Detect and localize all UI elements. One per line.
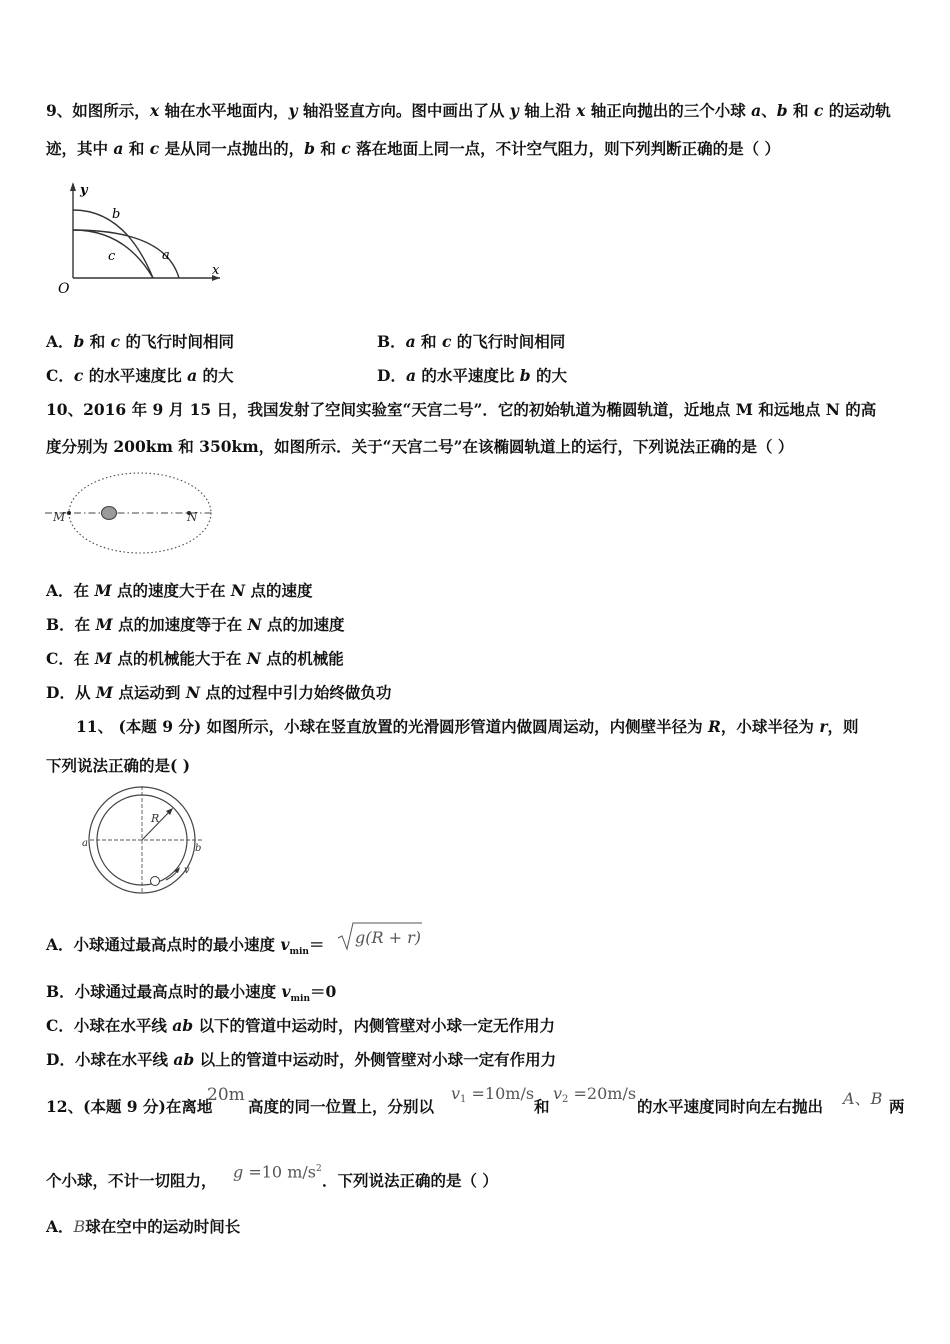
sqrt-formula xyxy=(336,920,426,952)
q9-option-b: B．a 和 c 的飞行时间相同 xyxy=(377,332,566,351)
q11-option-b: B．小球通过最高点时的最小速度 $v_{min}=0$ xyxy=(46,982,337,1005)
q12-line2a: 个小球，不计一切阻力， xyxy=(46,1171,217,1190)
fig-label-a: a xyxy=(82,838,88,849)
q10-option-d: D．从 M 点运动到 N 点的过程中引力始终做负功 xyxy=(46,683,392,702)
q12-ball-a: A、B xyxy=(843,1089,883,1108)
q9-option-d: D．a 的水平速度比 b 的大 xyxy=(377,366,568,385)
q12-line1c: 的水平速度同时向左右抛出 xyxy=(637,1097,824,1116)
fig-label-x: x xyxy=(212,263,220,278)
q11-option-c: C．小球在水平线 ab 以下的管道中运动时，内侧管壁对小球一定无作用力 xyxy=(46,1016,556,1035)
fig-label-o: O xyxy=(58,281,70,297)
fig-label-c: c xyxy=(108,249,116,264)
q12-line1b: 高度的同一位置上，分别以 xyxy=(248,1097,435,1116)
q10-line1: 10、2016 年 9 月 15 日，我国发射了空间实验室“天宫二号”．它的初始轨道为椭圆轨道，近地点 M 和远地点 N 的高 xyxy=(46,400,877,419)
q12-line1: 12、(本题 9 分)在离地 xyxy=(46,1097,213,1116)
q11-option-a: A．小球通过最高点时的最小速度 $v_{min}=$ xyxy=(46,935,325,958)
q12-height: 20m xyxy=(207,1085,245,1105)
q12-two: 两 xyxy=(889,1097,905,1116)
q12-v2: v2 =20m/s xyxy=(553,1084,637,1105)
q10-option-b: B．在 M 点的加速度等于在 N 点的加速度 xyxy=(46,615,345,634)
q9-line2: 迹，其中 a 和 c 是从同一点抛出的，b 和 c 落在地面上同一点，不计空气阻力，则下列判断正确的是（ ） xyxy=(46,139,780,158)
fig-label-r: R xyxy=(151,812,160,825)
q11-circular-tube-figure xyxy=(78,784,210,896)
q11-line2: 下列说法正确的是( ) xyxy=(46,756,191,775)
small-ball xyxy=(151,877,160,886)
q9-trajectory-figure xyxy=(55,178,230,298)
q10-orbit-figure xyxy=(45,470,215,558)
earth-icon xyxy=(102,507,117,520)
fig-label-b: b xyxy=(195,843,202,854)
y-axis-arrow-icon xyxy=(70,182,76,191)
q9-number: 9、 xyxy=(46,101,73,120)
fig-label-b: b xyxy=(112,207,121,222)
fig-label-a: a xyxy=(162,248,170,263)
q9-option-a: A．b 和 c 的飞行时间相同 xyxy=(46,332,235,351)
q11-line1: 11、 (本题 9 分) 如图所示，小球在竖直放置的光滑圆形管道内做圆周运动，内侧壁半径为 R，小球半径为 r，则 xyxy=(76,717,859,736)
q12-option-a: A．B球在空中的运动时间长 xyxy=(46,1217,241,1236)
q12-gravity: g =10 $m/s^2$ xyxy=(233,1162,322,1182)
q12-line2b: ．下列说法正确的是（ ） xyxy=(322,1171,498,1190)
q11-option-d: D．小球在水平线 ab 以上的管道中运动时，外侧管壁对小球一定有作用力 xyxy=(46,1050,557,1069)
q12-v1: v1 =10m/s xyxy=(451,1084,535,1105)
q10-option-a: A．在 M 点的速度大于在 N 点的速度 xyxy=(46,581,313,600)
sqrt-argument: g(R + r) xyxy=(355,928,421,947)
fig-label-m: M xyxy=(53,510,66,524)
fig-label-y: y xyxy=(80,183,88,198)
point-m xyxy=(67,511,71,515)
q12-and: 和 xyxy=(534,1097,550,1116)
fig-label-v: v xyxy=(184,865,190,876)
q9-line1: 9、如图所示，x 轴在水平地面内，y 轴沿竖直方向。图中画出了从 y 轴上沿 x 轴正向抛出的三个小球 a、b 和 c 的运动轨 xyxy=(46,101,891,120)
q10-line2: 度分别为 200km 和 350km，如图所示．关于“天宫二号”在该椭圆轨道上的运行，下列说法正确的是（ ） xyxy=(46,437,794,456)
q10-option-c: C．在 M 点的机械能大于在 N 点的机械能 xyxy=(46,649,344,668)
q9-option-c: C．c 的水平速度比 a 的大 xyxy=(46,366,234,385)
fig-label-n: N xyxy=(187,510,198,524)
